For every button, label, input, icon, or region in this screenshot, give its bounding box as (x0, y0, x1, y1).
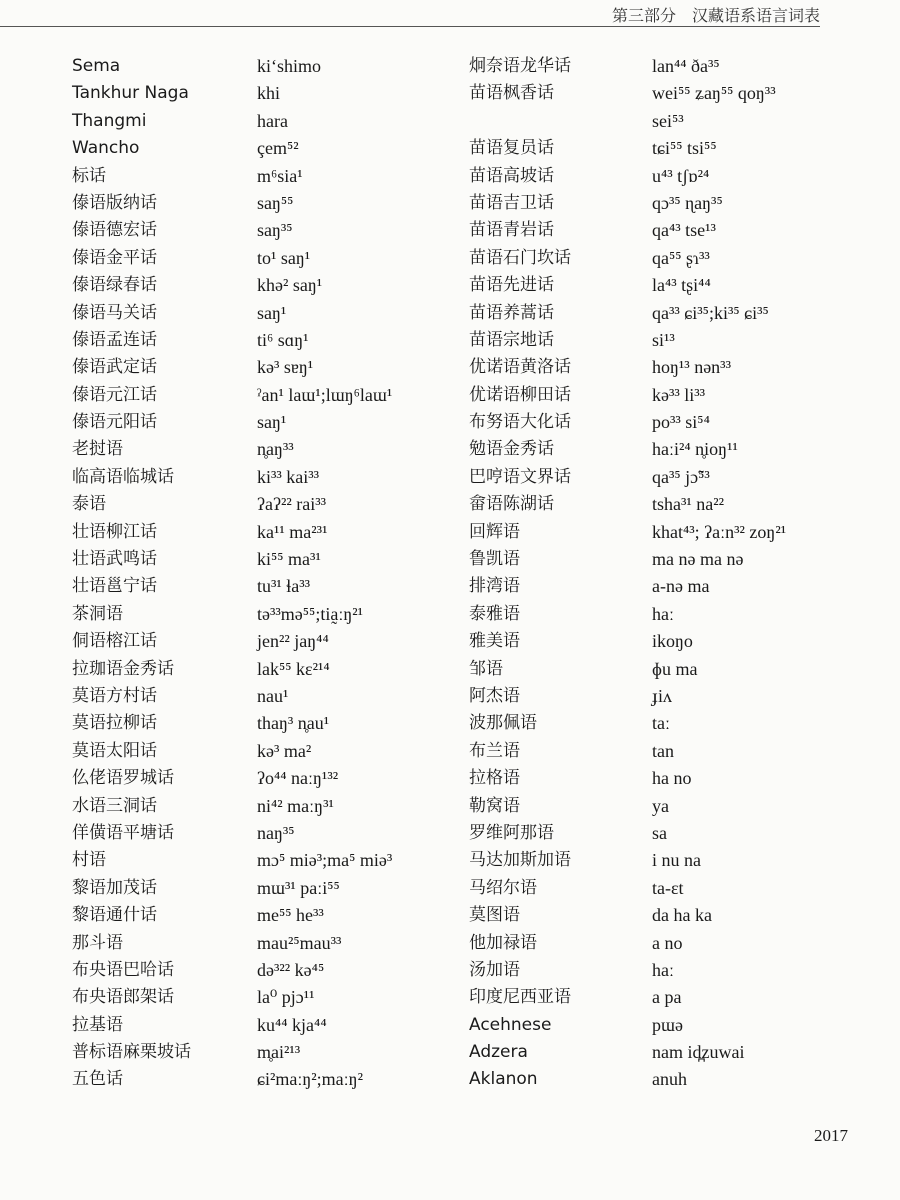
language-name: 鲁凯语 (469, 549, 520, 570)
word-form: me⁵⁵ he³³ (257, 905, 324, 926)
language-name: 勉语金秀话 (469, 439, 554, 460)
word-form: hara (257, 110, 288, 131)
word-form: nam id̪zuwai (652, 1042, 745, 1063)
language-name: 排湾语 (469, 576, 520, 597)
language-name: 苗语枫香话 (469, 83, 554, 104)
word-form: taː (652, 713, 670, 734)
word-table (72, 53, 862, 1094)
language-name: 壮语邕宁话 (72, 576, 157, 597)
word-form: saŋ¹ (257, 412, 287, 433)
running-title: 第三部分 汉藏语系语言词表 (611, 6, 820, 25)
language-name: 标话 (72, 165, 106, 186)
word-form: a no (652, 932, 683, 953)
language-name: 畲语陈湖话 (469, 494, 554, 515)
language-name: 佯僙语平塘话 (72, 822, 174, 843)
language-name: 苗语吉卫话 (469, 192, 554, 213)
word-form: ʔaʔ²² rai³³ (257, 494, 327, 515)
word-form: tə³³mə⁵⁵;tia̰ːŋ²¹ (257, 603, 364, 624)
word-form: ʔo⁴⁴ naːŋ¹³² (257, 768, 339, 789)
word-form: haː (652, 603, 674, 624)
word-form: ku⁴⁴ kja⁴⁴ (257, 1014, 327, 1035)
word-form: tsha³¹ na²² (652, 494, 725, 515)
word-form: u⁴³ tʃɒ²⁴ (652, 165, 710, 186)
word-form: saŋ⁵⁵ (257, 192, 294, 213)
word-form: tu³¹ ɬa³³ (257, 576, 311, 597)
word-form: saŋ³⁵ (257, 220, 293, 241)
language-name: 村语 (72, 850, 106, 871)
language-name: 阿杰语 (469, 685, 520, 706)
language-name: 水语三洞话 (72, 795, 157, 816)
word-form: lan⁴⁴ ða³⁵ (652, 56, 720, 76)
language-name: 回辉语 (469, 521, 520, 542)
word-form: n̥aŋ³³ (257, 439, 294, 460)
language-name: 壮语柳江话 (72, 521, 157, 542)
word-form: khi (257, 83, 281, 104)
word-form: qa⁴³ tse¹³ (652, 220, 716, 241)
word-form: kə³³ li³³ (652, 384, 706, 405)
page-number: 2017 (814, 1126, 848, 1145)
language-name: 茶洞语 (72, 603, 123, 624)
word-form: pɯə (652, 1014, 683, 1035)
language-name: 临高语临城话 (72, 466, 174, 487)
language-name: 优诺语黄洛话 (469, 357, 571, 378)
word-form: çem⁵² (257, 138, 299, 159)
language-name: 泰语 (72, 494, 106, 515)
word-form: saŋ¹ (257, 302, 287, 323)
language-name: Wancho (72, 138, 140, 159)
word-form: da ha ka (652, 905, 712, 926)
language-name: 布努语大化话 (469, 412, 571, 433)
language-name: Sema (72, 56, 121, 76)
language-name: 苗语养蒿话 (469, 302, 554, 323)
word-form: ti⁶ sɑŋ¹ (257, 329, 309, 350)
language-name: 布央语郎架话 (72, 987, 174, 1008)
word-form: ki‘shimo (257, 56, 322, 76)
language-name: 巴哼语文界话 (469, 466, 571, 487)
language-name: 仫佬语罗城话 (72, 768, 174, 789)
language-name: 苗语先进话 (469, 275, 554, 296)
language-name: Tankhur Naga (72, 83, 189, 104)
word-form: i nu na (652, 850, 701, 871)
language-name: 布兰语 (469, 740, 520, 761)
word-form: a pa (652, 987, 682, 1008)
word-form: kə³ sɐŋ¹ (257, 357, 314, 378)
language-name: 罗维阿那语 (469, 822, 554, 843)
language-name: 汤加语 (469, 959, 520, 980)
word-form: ha no (652, 768, 692, 789)
language-name: 傣语武定话 (72, 357, 157, 378)
language-name: 傣语金平话 (72, 247, 157, 268)
language-name: 勒窝语 (469, 795, 520, 816)
language-name: 傣语德宏话 (72, 220, 157, 241)
word-form: ki⁵⁵ ma³¹ (257, 549, 321, 570)
word-form: naŋ³⁵ (257, 822, 295, 843)
word-form: ki³³ kai³³ (257, 466, 320, 487)
word-form: kə³ ma² (257, 740, 312, 761)
language-name: 波那佩语 (469, 713, 537, 734)
word-form: haː (652, 959, 674, 980)
language-name: 泰雅语 (469, 603, 520, 624)
language-name: 黎语加茂话 (72, 877, 157, 898)
word-form: to¹ saŋ¹ (257, 247, 311, 268)
word-form: khə² saŋ¹ (257, 275, 323, 296)
word-form: qa⁵⁵ ʂɿ³³ (652, 247, 710, 268)
language-name: 莫图语 (469, 905, 520, 926)
word-form: ya (652, 795, 669, 816)
language-name: 傣语绿春话 (72, 275, 157, 296)
word-form: ma nə ma nə (652, 549, 744, 570)
language-name: 壮语武鸣话 (72, 549, 157, 570)
word-form: haːi²⁴ n̥ioŋ¹¹ (652, 439, 738, 460)
language-name: 那斗语 (72, 932, 123, 953)
word-form: nau¹ (257, 685, 289, 706)
word-form: la⁴³ tʂi⁴⁴ (652, 275, 711, 296)
word-form: ɟiʌ (652, 685, 672, 706)
word-form: qɔ³⁵ ɳaŋ³⁵ (652, 192, 723, 213)
word-form: hoŋ¹³ nən³³ (652, 357, 731, 378)
language-name: 五色话 (72, 1069, 123, 1090)
word-form: də³²² kə⁴⁵ (257, 959, 325, 980)
word-form: qa³⁵ jɔ̃⁵³ (652, 466, 710, 487)
word-form: thaŋ³ n̥au¹ (257, 713, 330, 734)
word-form: m̥ai²¹³ (257, 1042, 301, 1063)
word-form: wei⁵⁵ ʑaŋ⁵⁵ qoŋ³³ (652, 83, 776, 104)
language-name: 他加禄语 (469, 932, 537, 953)
word-form: ikoŋo (652, 631, 693, 652)
word-form: mɯ³¹ paːi⁵⁵ (257, 877, 340, 898)
language-name: 炯奈语龙华话 (469, 56, 571, 76)
language-name: 优诺语柳田话 (469, 384, 571, 405)
word-form: khat⁴³; ʔaːn³² zoŋ²¹ (652, 521, 787, 542)
language-name: 莫语拉柳话 (72, 713, 157, 734)
word-form: jen²² jaŋ⁴⁴ (257, 631, 329, 652)
language-name: 拉基语 (72, 1014, 123, 1035)
language-name: 老挝语 (72, 439, 123, 460)
language-name: 侗语榕江话 (72, 631, 157, 652)
word-form: mau²⁵mau³³ (257, 932, 342, 953)
word-form: ka¹¹ ma²³¹ (257, 521, 328, 542)
word-form: anuh (652, 1069, 687, 1090)
word-form: sei⁵³ (652, 110, 684, 131)
word-form: ɕi²maːŋ²;maːŋ² (257, 1069, 363, 1090)
language-name: Aklanon (469, 1069, 538, 1090)
word-form: tɕi⁵⁵ tsi⁵⁵ (652, 138, 717, 159)
language-name: 普标语麻栗坡话 (72, 1042, 191, 1063)
language-name: 拉珈语金秀话 (72, 658, 174, 679)
language-name: 苗语高坡话 (469, 165, 554, 186)
language-name: 莫语方村话 (72, 685, 157, 706)
word-form: si¹³ (652, 329, 675, 350)
language-name: 马绍尔语 (469, 877, 537, 898)
language-name: Adzera (469, 1042, 528, 1063)
word-form: qa³³ ɕi³⁵;ki³⁵ ɕi³⁵ (652, 302, 769, 323)
language-name: 傣语元阳话 (72, 412, 157, 433)
language-name: 莫语太阳话 (72, 740, 157, 761)
word-form: la⁰ pjɔ¹¹ (257, 987, 315, 1008)
language-name: 苗语石门坎话 (469, 247, 571, 268)
language-name: 傣语元江话 (72, 384, 157, 405)
language-name: Acehnese (469, 1014, 552, 1035)
language-name: 傣语马关话 (72, 302, 157, 323)
language-name: 拉格语 (469, 768, 520, 789)
word-form: po³³ si⁵⁴ (652, 412, 710, 433)
language-name: 苗语青岩话 (469, 220, 554, 241)
language-name: 布央语巴哈话 (72, 959, 174, 980)
word-form: sa (652, 822, 667, 843)
word-form: ˀan¹ laɯ¹;lɯŋ⁶laɯ¹ (257, 384, 393, 405)
language-name: 傣语版纳话 (72, 192, 157, 213)
word-form: ɸu ma (652, 658, 698, 679)
language-name (469, 108, 652, 135)
language-name: 马达加斯加语 (469, 850, 571, 871)
word-form: tan (652, 740, 674, 761)
word-form: m⁶sia¹ (257, 165, 303, 186)
word-form: lak⁵⁵ kɛ²¹⁴ (257, 658, 330, 679)
language-name: 傣语孟连话 (72, 329, 157, 350)
page-header (0, 0, 820, 27)
word-form: a-nə ma (652, 576, 710, 597)
language-name: 黎语通什话 (72, 905, 157, 926)
word-form: mɔ⁵ miə³;ma⁵ miə³ (257, 850, 393, 871)
language-name: 雅美语 (469, 631, 520, 652)
word-form: ta-ɛt (652, 877, 684, 898)
language-name: 苗语复员话 (469, 138, 554, 159)
word-form: ni⁴² maːŋ³¹ (257, 795, 334, 816)
language-name: Thangmi (72, 110, 147, 131)
language-name: 苗语宗地话 (469, 329, 554, 350)
language-name: 印度尼西亚语 (469, 987, 571, 1008)
language-name: 邹语 (469, 658, 503, 679)
